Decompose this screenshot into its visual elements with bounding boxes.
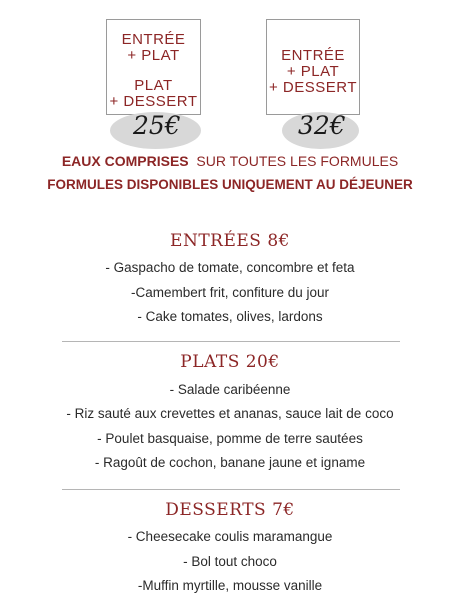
plat-item: - Poulet basquaise, pomme de terre sautées [97,431,363,446]
section-title-plats: PLATS 20€ [180,352,280,372]
formula-1-price: 25€ [133,111,181,140]
formula-1-line-4: + DESSERT [109,93,198,110]
dessert-item: -Muffin myrtille, mousse vanille [137,578,323,593]
formula-2-line-1: ENTRÉE [281,47,345,64]
entree-item: - Cake tomates, olives, lardons [137,309,323,324]
section-title-entrees: ENTRÉES 8€ [170,231,290,251]
plat-item: - Salade caribéenne [169,382,291,397]
dessert-item: - Cheesecake coulis maramangue [127,529,333,544]
entree-item: -Camembert frit, confiture du jour [130,285,330,300]
notice-dejeuner: FORMULES DISPONIBLES UNIQUEMENT AU DÉJEUNER [47,177,413,192]
formula-card-1 [106,19,201,115]
formula-2-line-3: + DESSERT [268,79,357,96]
formula-2-price: 32€ [298,111,346,140]
section-divider [62,489,400,490]
plat-item: - Ragoût de cochon, banane jaune et igname [94,455,366,470]
formula-2-line-2: + PLAT [286,63,340,80]
section-title-desserts: DESSERTS 7€ [165,500,295,520]
formula-1-line-2: + PLAT [127,47,180,64]
plat-item: - Riz sauté aux crevettes et ananas, sauce lait de coco [66,406,394,421]
notice-eaux: EAUX COMPRISES [61,153,189,169]
notice-formules: SUR TOUTES LES FORMULES [196,153,399,169]
formula-card-2 [266,19,360,115]
section-divider [62,341,400,342]
formula-1-line-1: ENTRÉE [121,31,186,48]
formula-1-line-3: PLAT [134,77,173,94]
notice-eaux-line [0,153,460,169]
entree-item: - Gaspacho de tomate, concombre et feta [105,260,355,275]
dessert-item: - Bol tout choco [183,554,277,569]
